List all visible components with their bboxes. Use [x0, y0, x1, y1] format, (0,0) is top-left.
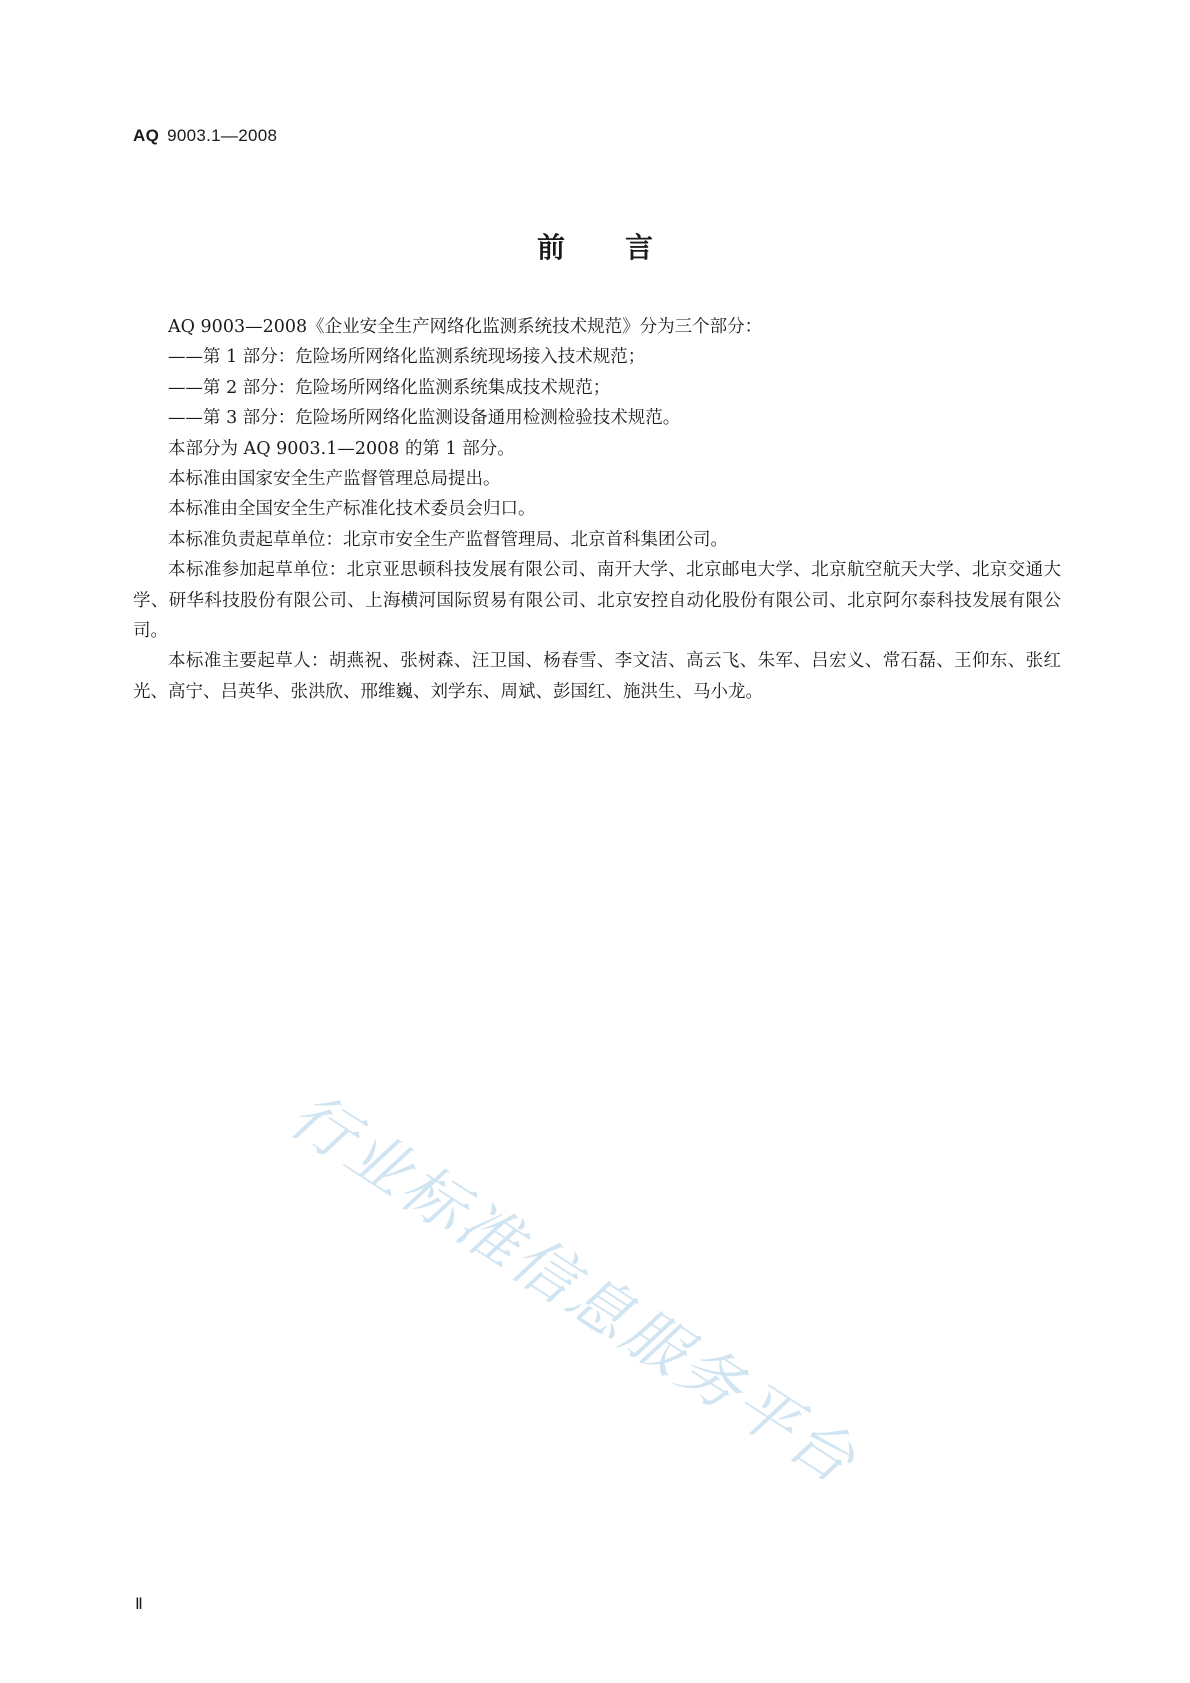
paragraph-responsible-drafters: 本标准负责起草单位：北京市安全生产监督管理局、北京首科集团公司。 — [168, 529, 728, 550]
paragraph-intro: AQ 9003—2008《企业安全生产网络化监测系统技术规范》分为三个部分： — [168, 317, 763, 337]
list-item-part-3: ——第 3 部分：危险场所网络化监测设备通用检测检验技术规范。 — [168, 408, 681, 429]
watermark: 行业标准信息服务平台 — [277, 1078, 871, 1499]
paragraph-proposed-by: 本标准由国家安全生产监督管理总局提出。 — [168, 469, 501, 490]
list-item-part-2: ——第 2 部分：危险场所网络化监测系统集成技术规范； — [168, 377, 611, 398]
page-number: Ⅱ — [135, 1596, 143, 1613]
standard-code — [133, 126, 277, 146]
page-title: 前言 — [536, 231, 713, 264]
paragraph-participating-drafters: 本标准参加起草单位：北京亚思顿科技发展有限公司、南开大学、北京邮电大学、北京航空航天大学、北京交通大学、研华科技股份有限公司、上海横河国际贸易有限公司、北京安控自动化股份有限公司、北京阿尔泰科技发展有限公司。 — [133, 560, 1061, 642]
paragraph-centralized-by: 本标准由全国安全生产标准化技术委员会归口。 — [168, 499, 536, 520]
standard-prefix: AQ — [133, 126, 160, 145]
list-item-part-1: ——第 1 部分：危险场所网络化监测系统现场接入技术规范； — [168, 347, 646, 368]
paragraph-part-statement: 本部分为 AQ 9003.1—2008 的第 1 部分。 — [168, 438, 515, 459]
paragraph-main-drafters: 本标准主要起草人：胡燕祝、张树森、汪卫国、杨春雪、李文洁、高云飞、朱军、吕宏义、常石磊、王仰东、张红光、高宁、吕英华、张洪欣、邢维巍、刘学东、周斌、彭国红、施洪生、马小龙。 — [133, 651, 1061, 702]
standard-number: 9003.1—2008 — [167, 126, 278, 145]
foreword-body — [133, 312, 1061, 707]
